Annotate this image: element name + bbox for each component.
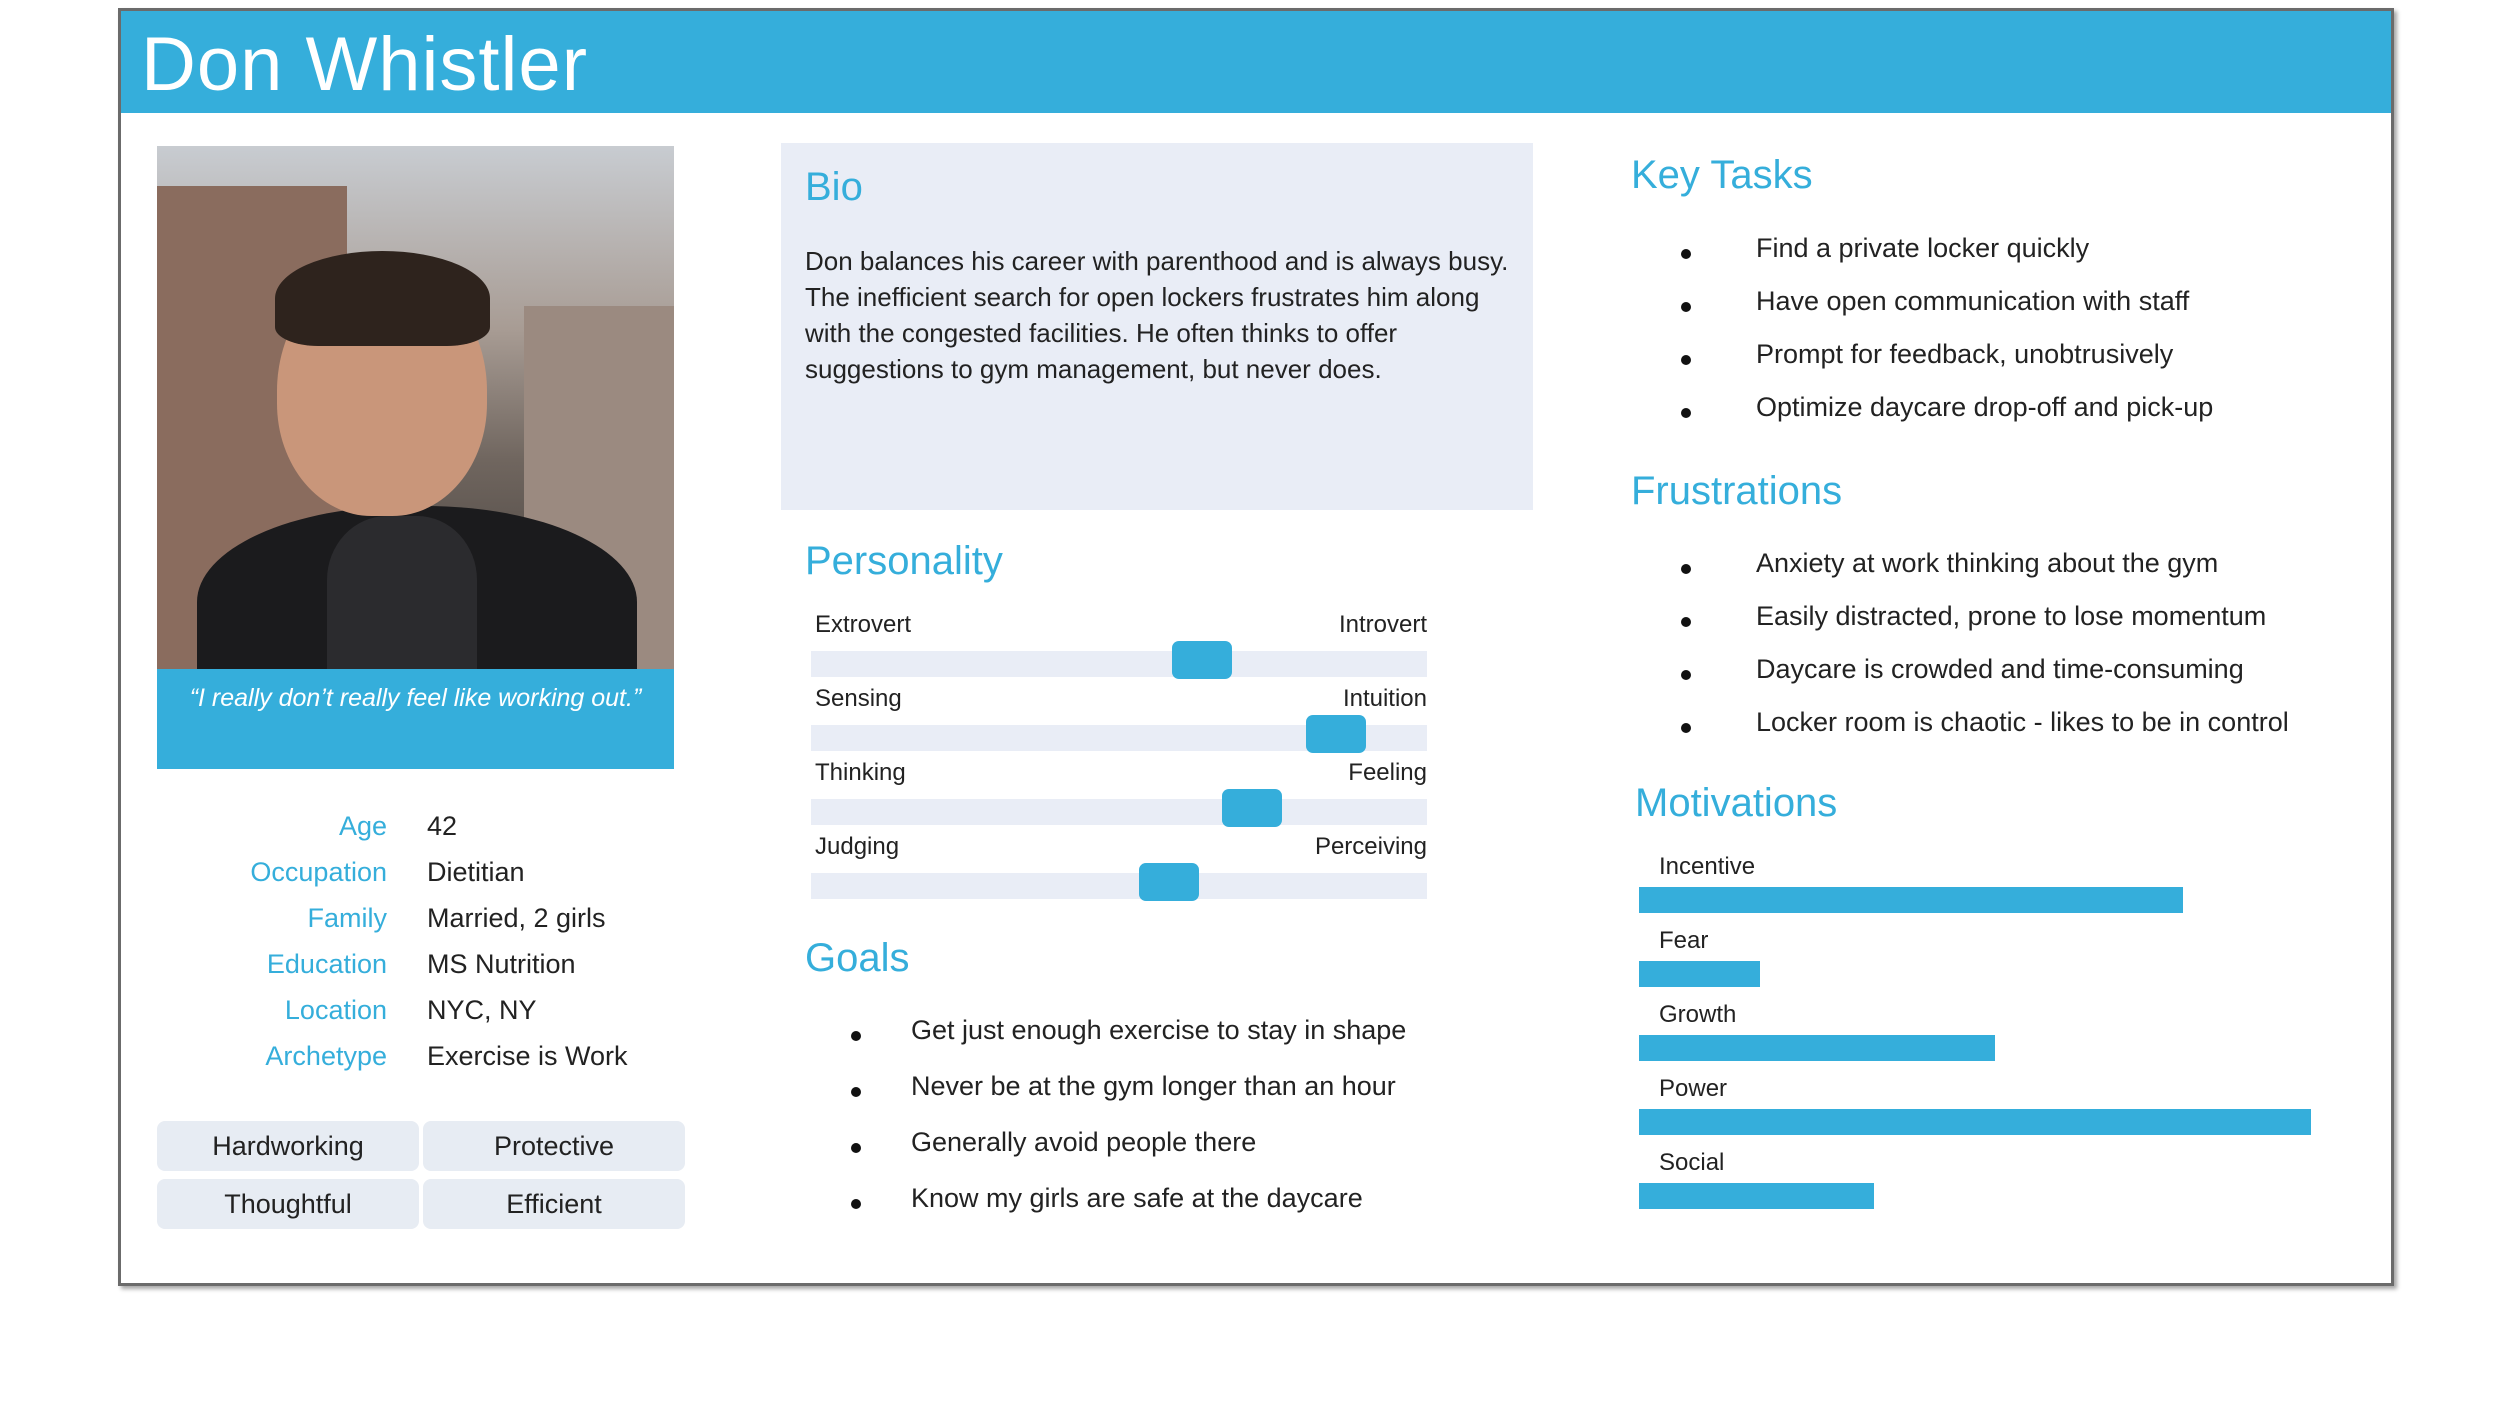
scale-track (811, 799, 1427, 825)
motivation-bar (1639, 1035, 1995, 1061)
bio-panel (781, 143, 1533, 510)
header-bar (121, 11, 2391, 113)
scale-left-label: Judging (815, 833, 900, 860)
trait-tag: Thoughtful (157, 1179, 419, 1229)
list-item: Easily distracted, prone to lose momentum (1681, 601, 2289, 654)
list-item: Generally avoid people there (851, 1127, 1406, 1183)
list-item: Find a private locker quickly (1681, 233, 2213, 286)
bullet-icon (1681, 249, 1691, 259)
fact-label: Location (284, 995, 387, 1025)
fact-label: Age (338, 811, 387, 841)
motivation-row (1639, 1075, 2339, 1149)
bullet-icon (851, 1031, 861, 1041)
list-item: Never be at the gym longer than an hour (851, 1071, 1406, 1127)
persona-name: Don Whistler (141, 22, 588, 107)
list-item: Prompt for feedback, unobtrusively (1681, 339, 2213, 392)
personality-scale (811, 611, 1427, 685)
bullet-icon (851, 1087, 861, 1097)
persona-photo (157, 146, 674, 669)
scale-track (811, 651, 1427, 677)
fact-family (157, 903, 677, 949)
scale-right-label: Introvert (1338, 611, 1427, 638)
bullet-icon (1681, 670, 1691, 680)
fact-label: Education (266, 949, 387, 979)
motivation-bar (1639, 1109, 2311, 1135)
list-item: Have open communication with staff (1681, 286, 2213, 339)
fact-archetype (157, 1041, 677, 1087)
bullet-icon (1681, 408, 1691, 418)
motivation-row (1639, 1001, 2339, 1075)
motivation-row (1639, 1149, 2339, 1223)
fact-value: Exercise is Work (427, 1041, 628, 1071)
frustrations-title: Frustrations (1631, 469, 1843, 513)
scale-left-label: Thinking (815, 759, 906, 786)
bullet-icon (1681, 302, 1691, 312)
fact-label: Occupation (250, 857, 387, 887)
bullet-icon (1681, 723, 1691, 733)
fact-value: Dietitian (427, 857, 525, 887)
bullet-icon (1681, 617, 1691, 627)
fact-value: Married, 2 girls (427, 903, 606, 933)
motivations-title: Motivations (1635, 781, 1838, 825)
trait-tag: Hardworking (157, 1121, 419, 1171)
scale-knob (1172, 641, 1232, 679)
scale-right-label: Intuition (1342, 685, 1427, 712)
persona-card (118, 8, 2394, 1286)
motivation-row (1639, 927, 2339, 1001)
frustrations-list (1681, 548, 2289, 760)
motivation-label: Fear (1659, 927, 1709, 954)
scale-track (811, 873, 1427, 899)
list-item: Get just enough exercise to stay in shape (851, 1015, 1406, 1071)
list-item: Know my girls are safe at the daycare (851, 1183, 1406, 1239)
scale-knob (1139, 863, 1199, 901)
trait-tag: Efficient (423, 1179, 685, 1229)
fact-value: 42 (427, 811, 458, 841)
fact-location (157, 995, 677, 1041)
personality-title: Personality (805, 539, 1003, 583)
scale-knob (1306, 715, 1366, 753)
motivation-label: Social (1659, 1149, 1725, 1176)
bullet-icon (1681, 564, 1691, 574)
scale-left-label: Extrovert (815, 611, 912, 638)
bio-text: Don balances his career with parenthood and is always busy. The inefficient search for open lockers frustrates him along with the congested facilities. He often thinks to offer suggestions to gym management, but never does. (805, 246, 1509, 384)
fact-value: MS Nutrition (427, 949, 576, 979)
list-item: Anxiety at work thinking about the gym (1681, 548, 2289, 601)
motivation-label: Incentive (1659, 853, 1756, 880)
fact-value: NYC, NY (427, 995, 537, 1025)
persona-quote-box (157, 669, 674, 769)
persona-quote: “I really don’t really feel like working out.” (189, 684, 642, 712)
scale-right-label: Feeling (1348, 759, 1427, 786)
list-item: Optimize daycare drop-off and pick-up (1681, 392, 2213, 445)
bio-title: Bio (805, 165, 863, 209)
motivation-label: Growth (1659, 1001, 1737, 1028)
profile-facts (157, 811, 677, 1087)
trait-tag: Protective (423, 1121, 685, 1171)
goals-title: Goals (805, 936, 910, 980)
goals-list (851, 1015, 1406, 1239)
fact-education (157, 949, 677, 995)
fact-occupation (157, 857, 677, 903)
motivation-bar (1639, 961, 1760, 987)
fact-age (157, 811, 677, 857)
motivation-bar (1639, 887, 2183, 913)
scale-left-label: Sensing (815, 685, 902, 712)
personality-scale (811, 833, 1427, 907)
list-item: Locker room is chaotic - likes to be in control (1681, 707, 2289, 760)
bullet-icon (851, 1143, 861, 1153)
bullet-icon (1681, 355, 1691, 365)
fact-label: Archetype (265, 1041, 387, 1071)
personality-scale (811, 759, 1427, 833)
scale-right-label: Perceiving (1314, 833, 1427, 860)
personality-scale (811, 685, 1427, 759)
list-item: Daycare is crowded and time-consuming (1681, 654, 2289, 707)
fact-label: Family (307, 903, 387, 933)
bullet-icon (851, 1199, 861, 1209)
motivation-label: Power (1659, 1075, 1728, 1102)
key-tasks-title: Key Tasks (1631, 153, 1813, 197)
scale-knob (1222, 789, 1282, 827)
motivation-bar (1639, 1183, 1874, 1209)
key-tasks-list (1681, 233, 2213, 445)
motivation-row (1639, 853, 2339, 927)
